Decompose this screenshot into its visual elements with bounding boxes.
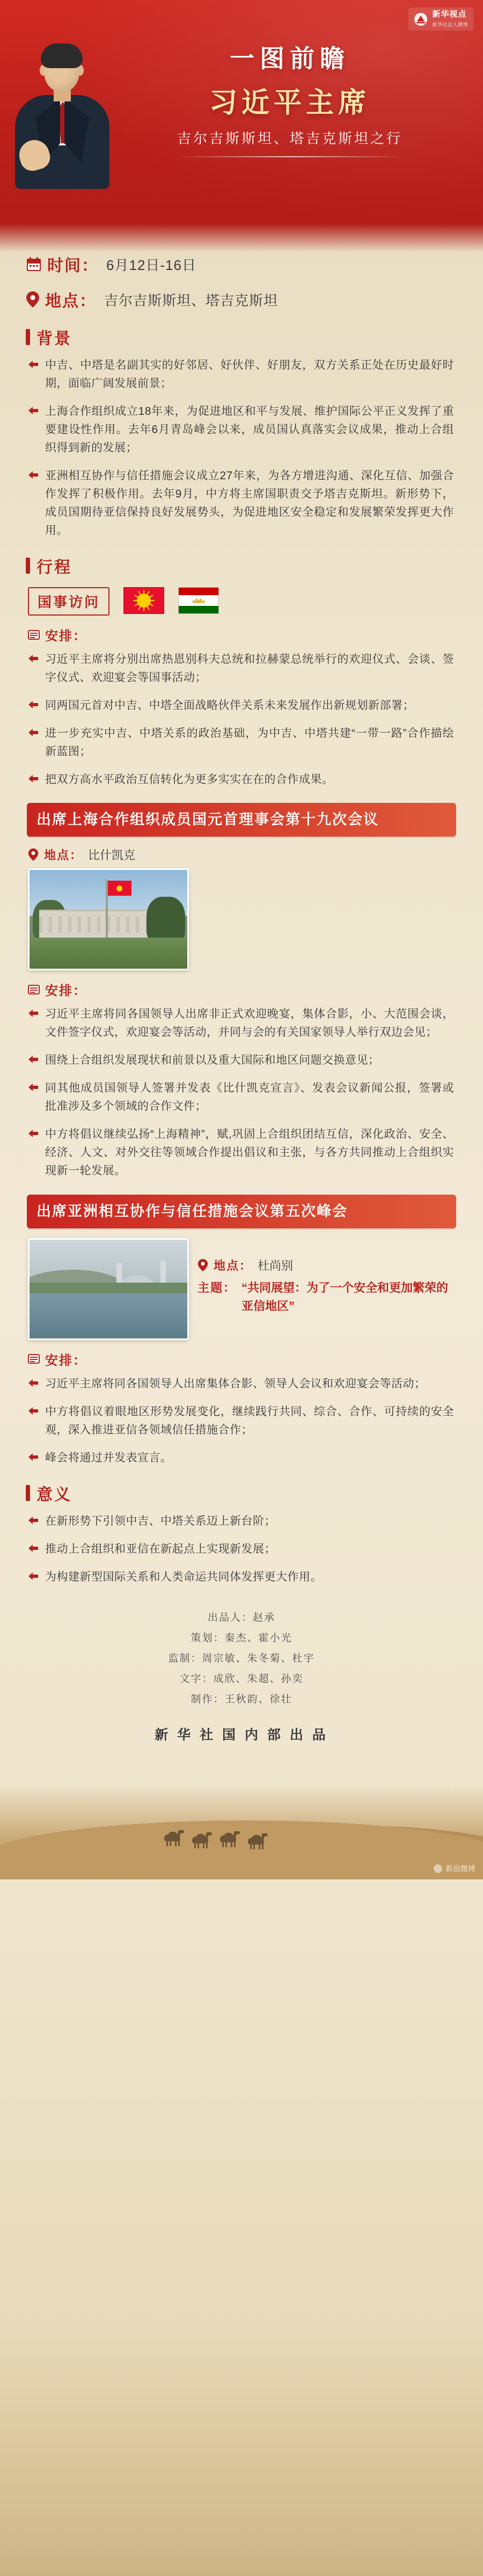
page-title: 习近平主席: [209, 88, 370, 119]
itinerary-item: [28, 650, 454, 687]
background-item: [28, 467, 454, 540]
cica-item: [28, 1449, 454, 1467]
calendar-icon: [26, 256, 42, 272]
credit-line: 策划：秦杰、霍小光: [191, 1632, 292, 1644]
sco-photo-col: [28, 868, 189, 970]
itinerary-item-text: 习近平主席将分别出席热恩别科夫总统和拉赫蒙总统举行的欢迎仪式、会谈、签字仪式、欢迎宴会等国事活动；: [45, 653, 454, 684]
bullet-icon: [28, 1572, 39, 1583]
meta-time-label: 时间：: [47, 257, 99, 275]
bullet-icon: [28, 360, 39, 371]
dune-front: [0, 1820, 483, 1879]
background-item-text: 中吉、中塔是名副其实的好邻居、好伙伴、好朋友，双方关系正处在历史最好时期，面临广阔发展前景；: [45, 359, 454, 390]
sco-arrangement-label-text: 安排：: [45, 984, 87, 999]
itinerary-item-text: 进一步充实中吉、中塔关系的政治基础，为中吉、中塔共建“一带一路”合作描绘新蓝图；: [45, 727, 454, 758]
sco-item: [28, 1051, 454, 1070]
cica-place-row: [197, 1257, 456, 1274]
itinerary-arrangement-label-text: 安排：: [45, 629, 87, 644]
itinerary-item: [28, 697, 454, 715]
meta-place-value: 吉尔吉斯斯坦、塔吉克斯坦: [104, 292, 279, 309]
sco-item-text: 中方将倡议继续弘扬“上海精神”，赋,巩固上合组织团结互信，深化政治、安全、经济、人文、对外交往等领域合作提出倡议和主张，与各方共同推动上合组织实现新一轮发展。: [45, 1128, 454, 1177]
itinerary-item: [28, 771, 454, 789]
itinerary-arrangement-label: [28, 625, 462, 644]
state-visit-tag: 国事访问: [28, 587, 109, 616]
cica-item: [28, 1375, 454, 1393]
significance-item-text: 在新形势下引领中吉、中塔关系迈上新台阶；: [45, 1514, 276, 1527]
portrait-hair: [41, 43, 83, 68]
itinerary-item-text: 同两国元首对中吉、中塔全面战略伙伴关系未来发展作出新规划新部署；: [45, 699, 414, 712]
bullet-icon: [28, 1083, 39, 1094]
cica-theme-label: 主题：: [197, 1281, 237, 1295]
cica-theme-value: “共同展望：为了一个安全和更加繁荣的亚信地区”: [241, 1281, 449, 1313]
sco-item: [28, 1005, 454, 1042]
xinhua-logo-icon: [414, 12, 428, 26]
significance-item: [28, 1512, 454, 1531]
cica-summit-banner: 出席亚洲相互协作与信任措施会议第五次峰会: [27, 1195, 456, 1228]
weibo-icon: [434, 1864, 442, 1873]
cica-item: [28, 1403, 454, 1439]
bullet-icon: [28, 406, 39, 418]
logo-sub: 新华社法人微博: [432, 21, 468, 27]
background-item: [28, 356, 454, 393]
background-heading-text: 背景: [36, 330, 72, 348]
meta-time-value: 6月12日-16日: [106, 257, 196, 273]
meta-place-label: 地点：: [45, 292, 97, 310]
significance-item-text: 推动上合组织和亚信在新起点上实现新发展；: [45, 1542, 276, 1555]
cica-place-value: 杜尚别: [258, 1259, 294, 1273]
sco-item: [28, 1079, 454, 1116]
section-itinerary-heading: [26, 554, 462, 577]
publisher-line: 新 华 社 国 内 部 出 品: [155, 1727, 328, 1743]
location-pin-icon: [197, 1258, 208, 1272]
meta-place-row: [26, 288, 462, 311]
bullet-icon: [28, 1379, 39, 1390]
list-icon: [28, 630, 40, 640]
heading-accent-bar: [26, 1485, 30, 1501]
sco-summit-banner: 出席上海合作组织成员国元首理事会第十九次会议: [27, 803, 456, 837]
itinerary-item: [28, 724, 454, 761]
section-background-heading: [26, 325, 462, 349]
itinerary-tag-row: [28, 585, 462, 616]
portrait-illustration: [5, 35, 118, 188]
dushanbe-photo: [28, 1238, 189, 1340]
sco-item: [28, 1125, 454, 1180]
credits-block: [38, 1608, 445, 1748]
bullet-icon: [28, 471, 39, 482]
kyrgyzstan-flag-icon: [123, 587, 164, 614]
significance-item: [28, 1540, 454, 1558]
credit-line: 文字：成欣、朱超、孙奕: [179, 1673, 304, 1685]
header-subtitle: 吉尔吉斯斯坦、塔吉克斯坦之行: [177, 130, 402, 147]
header-eyebrow: 一图前瞻: [230, 45, 350, 73]
significance-heading-text: 意义: [36, 1485, 72, 1504]
watermark-text: 新浪微博: [445, 1864, 475, 1873]
camel-icon: [245, 1833, 268, 1849]
cica-photo-col: [28, 1238, 189, 1340]
footer-decoration: [0, 1783, 483, 1879]
bullet-icon: [28, 1129, 39, 1140]
heading-accent-bar: [26, 329, 30, 345]
header-topbar: [0, 0, 483, 31]
bullet-icon: [28, 1407, 39, 1418]
sco-item-text: 习近平主席将同各国领导人出席非正式欢迎晚宴，集体合影，小、大范围会谈，文件签字仪式，欢迎宴会等活动，并同与会的有关国家领导人举行双边会见；: [45, 1008, 454, 1039]
location-pin-icon: [26, 291, 40, 308]
section-significance-heading: [26, 1481, 462, 1505]
background-item-text: 亚洲相互协作与信任措施会议成立27年来，为各方增进沟通、深化互信、加强合作发挥了积极作用。去年9月，中方将主席国职责交予塔吉克斯坦。新形势下，成员国期待亚信保持良好发展势头，为促进地区安全稳定和发展繁荣发挥更大作用。: [45, 470, 454, 537]
background-item-text: 上海合作组织成立18年来，为促进地区和平与发展、维护国际公平正义发挥了重要建设性作用。去年6月青岛峰会以来，成员国认真落实会议成果，推动上合组织得到新的发展；: [45, 405, 454, 455]
xinhua-logo-badge[interactable]: [408, 8, 473, 31]
itinerary-item-text: 把双方高水平政治互信转化为更多实实在在的合作成果。: [45, 773, 334, 786]
cica-theme-row: [197, 1279, 450, 1315]
camel-icon: [189, 1832, 213, 1848]
cica-arrangement-label: [28, 1350, 462, 1368]
cica-arrangement-label-text: 安排：: [45, 1353, 87, 1368]
sco-place-row: [28, 846, 462, 863]
cica-item-text: 习近平主席将同各国领导人出席集体合影、领导人会议和欢迎宴会等活动；: [45, 1377, 426, 1390]
cica-photo-row: [28, 1238, 456, 1340]
cica-place-label: 地点：: [214, 1259, 253, 1273]
logo-name: 新华视点: [432, 10, 467, 19]
bullet-icon: [28, 774, 39, 786]
sco-photo-row: [28, 868, 456, 970]
bishkek-photo: [28, 868, 189, 970]
meta-place-label-group: [26, 288, 97, 311]
camel-icon: [217, 1831, 240, 1847]
header-titles: [107, 39, 472, 157]
leader-portrait: [5, 35, 123, 191]
background-item: [28, 402, 454, 457]
bullet-icon: [28, 1544, 39, 1555]
list-icon: [28, 984, 40, 995]
bullet-icon: [28, 1055, 39, 1066]
content-column: [21, 252, 462, 1770]
itinerary-heading-text: 行程: [36, 559, 72, 577]
meta-time-row: [26, 252, 462, 276]
heading-accent-bar: [26, 558, 30, 574]
page-header: [0, 0, 483, 252]
cica-item-text: 中方将倡议着眼地区形势发展变化，继续践行共同、综合、合作、可持续的安全观，深入推进亚信各领域信任措施合作；: [45, 1405, 454, 1436]
header-body: [0, 31, 483, 245]
significance-item: [28, 1568, 454, 1586]
credit-line: 制作：王秋韵、徐壮: [191, 1693, 292, 1705]
list-icon: [28, 1353, 40, 1364]
cica-item-text: 峰会将通过并发表宣言。: [45, 1451, 172, 1464]
camel-icon: [161, 1830, 185, 1846]
sco-arrangement-label: [28, 980, 462, 999]
bullet-icon: [28, 700, 39, 712]
bullet-icon: [28, 654, 39, 665]
sco-place-value: 比什凯克: [88, 848, 136, 862]
watermark: [434, 1863, 475, 1874]
xinhua-logo-text: [432, 10, 468, 28]
cica-meta-col: [197, 1257, 456, 1321]
sco-place-label: 地点：: [44, 848, 83, 862]
credit-line: 出品人：赵承: [207, 1612, 275, 1623]
sco-item-text: 同其他成员国领导人签署并发表《比什凯克宣言》、发表会议新闻公报，签署或批准涉及多个领域的合作文件；: [45, 1082, 454, 1113]
bullet-icon: [28, 728, 39, 740]
sco-item-text: 围绕上合组织发展现状和前景以及重大国际和地区问题交换意见；: [45, 1054, 380, 1067]
tajikistan-flag-icon: [178, 587, 219, 614]
location-pin-icon: [28, 848, 39, 861]
bullet-icon: [28, 1009, 39, 1020]
significance-item-text: 为构建新型国际关系和人类命运共同体发挥更大作用。: [45, 1570, 322, 1583]
bullet-icon: [28, 1516, 39, 1527]
bullet-icon: [28, 1453, 39, 1464]
meta-time-label-group: [26, 252, 99, 276]
header-divider: [174, 156, 405, 157]
credit-line: 监制：周宗敏、朱冬菊、杜宇: [168, 1652, 315, 1664]
